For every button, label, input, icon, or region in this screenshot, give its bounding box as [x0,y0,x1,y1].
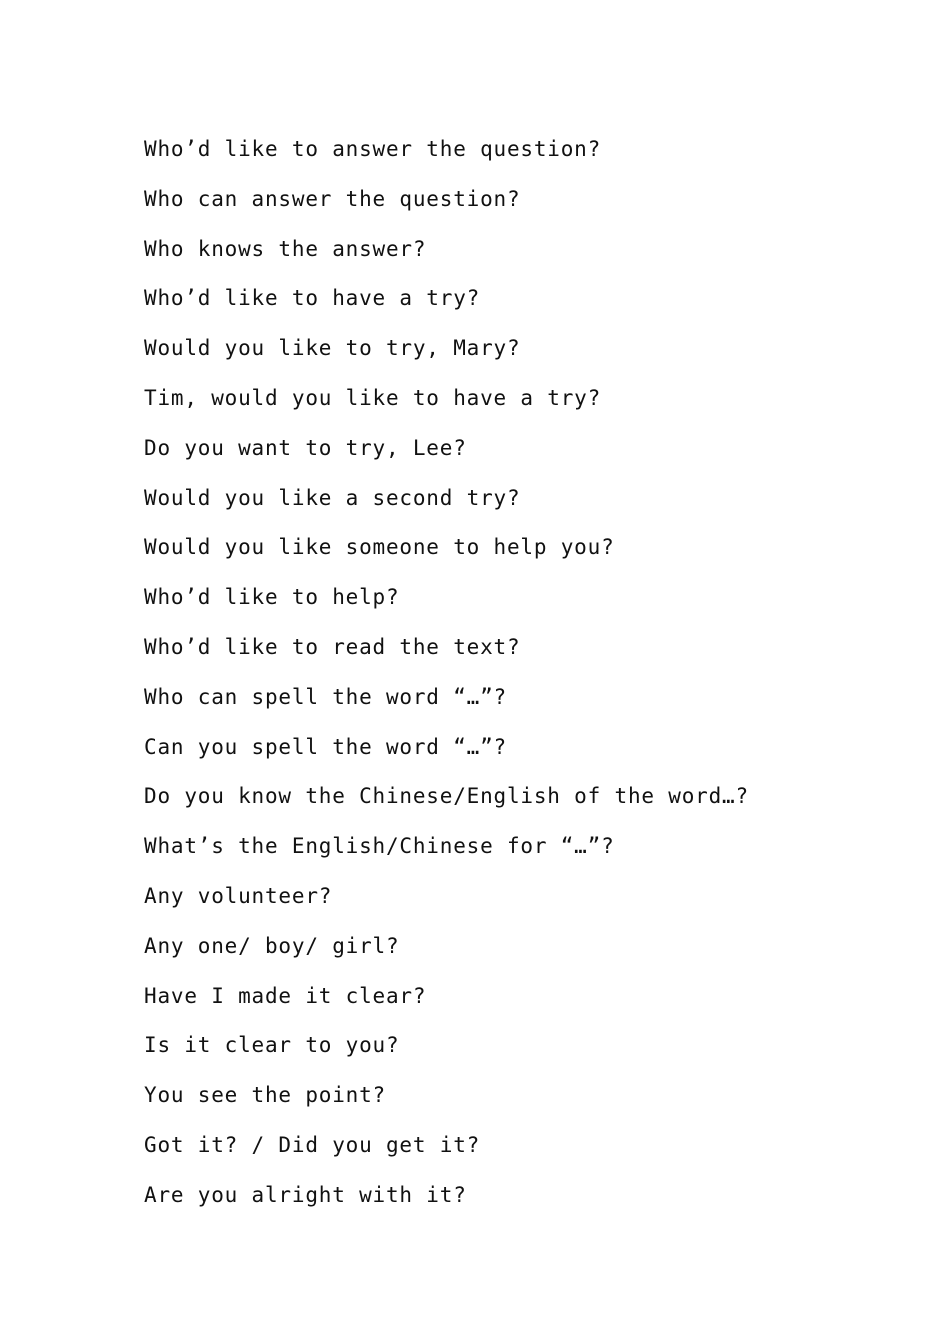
phrase-list [144,134,749,1230]
phrase-line: Got it? / Did you get it? [144,1132,481,1157]
phrase-line: Would you like to try, Mary? [144,336,521,361]
phrase-line: Who’d like to help? [144,585,400,610]
phrase-line: Do you know the Chinese/English of the word…? [144,784,749,809]
phrase-line: Who can spell the word “…”? [144,684,507,709]
phrase-line: Who’d like to answer the question? [144,137,602,161]
phrase-line: Have I made it clear? [144,983,427,1008]
phrase-line: Who’d like to read the text? [144,634,521,659]
phrase-line: Would you like someone to help you? [144,535,615,560]
phrase-line: Would you like a second try? [144,485,521,510]
phrase-line: Is it clear to you? [144,1033,400,1058]
phrase-line: Are you alright with it? [144,1182,467,1207]
phrase-line: Can you spell the word “…”? [144,734,507,759]
phrase-line: Who knows the answer? [144,236,427,261]
phrase-line: Any volunteer? [144,883,333,908]
phrase-line: Do you want to try, Lee? [144,435,467,460]
phrase-line: What’s the English/Chinese for “…”? [144,834,615,859]
phrase-line: Who’d like to have a try? [144,286,481,311]
phrase-line: You see the point? [144,1083,386,1108]
phrase-line: Any one/ boy/ girl? [144,933,400,958]
phrase-line: Tim, would you like to have a try? [144,385,602,410]
phrase-line: Who can answer the question? [144,186,521,211]
